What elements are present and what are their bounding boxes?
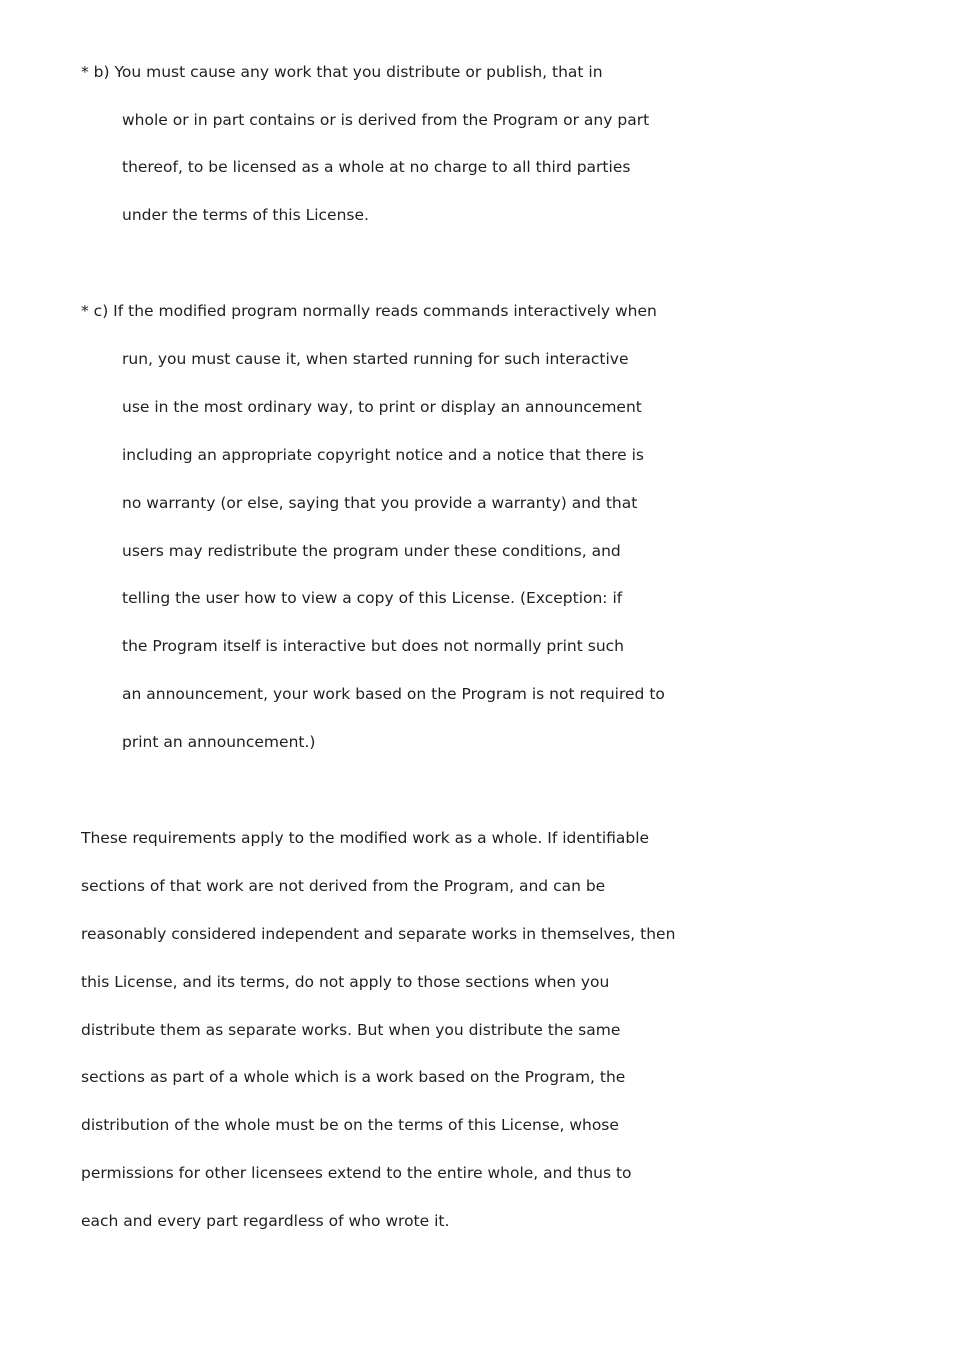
item-c-line: including an appropriate copyright notice and a notice that there is bbox=[122, 446, 644, 464]
paragraph-line: each and every part regardless of who wrote it. bbox=[81, 1212, 450, 1230]
paragraph-line: permissions for other licensees extend to the entire whole, and thus to bbox=[81, 1164, 632, 1182]
item-c-line: the Program itself is interactive but does not normally print such bbox=[122, 637, 624, 655]
item-c-line: users may redistribute the program under these conditions, and bbox=[122, 542, 621, 560]
item-b-line: whole or in part contains or is derived from the Program or any part bbox=[122, 111, 650, 129]
item-b-line: * b) You must cause any work that you distribute or publish, that in bbox=[81, 63, 603, 81]
paragraph-line: distribute them as separate works. But when you distribute the same bbox=[81, 1021, 621, 1039]
item-c-line: run, you must cause it, when started running for such interactive bbox=[122, 350, 629, 368]
item-c-line: * c) If the modified program normally reads commands interactively when bbox=[81, 302, 657, 320]
item-c-line: telling the user how to view a copy of this License. (Exception: if bbox=[122, 589, 623, 607]
item-c-line: use in the most ordinary way, to print or display an announcement bbox=[122, 398, 642, 416]
item-c-line: no warranty (or else, saying that you provide a warranty) and that bbox=[122, 494, 638, 512]
paragraph-line: sections as part of a whole which is a work based on the Program, the bbox=[81, 1068, 626, 1086]
paragraph-line: this License, and its terms, do not apply to those sections when you bbox=[81, 973, 610, 991]
item-c-line: print an announcement.) bbox=[122, 733, 316, 751]
item-c-line: an announcement, your work based on the Program is not required to bbox=[122, 685, 665, 703]
paragraph-line: reasonably considered independent and separate works in themselves, then bbox=[81, 925, 676, 943]
item-b-line: thereof, to be licensed as a whole at no charge to all third parties bbox=[122, 158, 631, 176]
paragraph-line: sections of that work are not derived from the Program, and can be bbox=[81, 877, 606, 895]
paragraph-line: These requirements apply to the modified work as a whole. If identifiable bbox=[81, 829, 650, 847]
item-b-line: under the terms of this License. bbox=[122, 206, 369, 224]
paragraph-line: distribution of the whole must be on the terms of this License, whose bbox=[81, 1116, 619, 1134]
